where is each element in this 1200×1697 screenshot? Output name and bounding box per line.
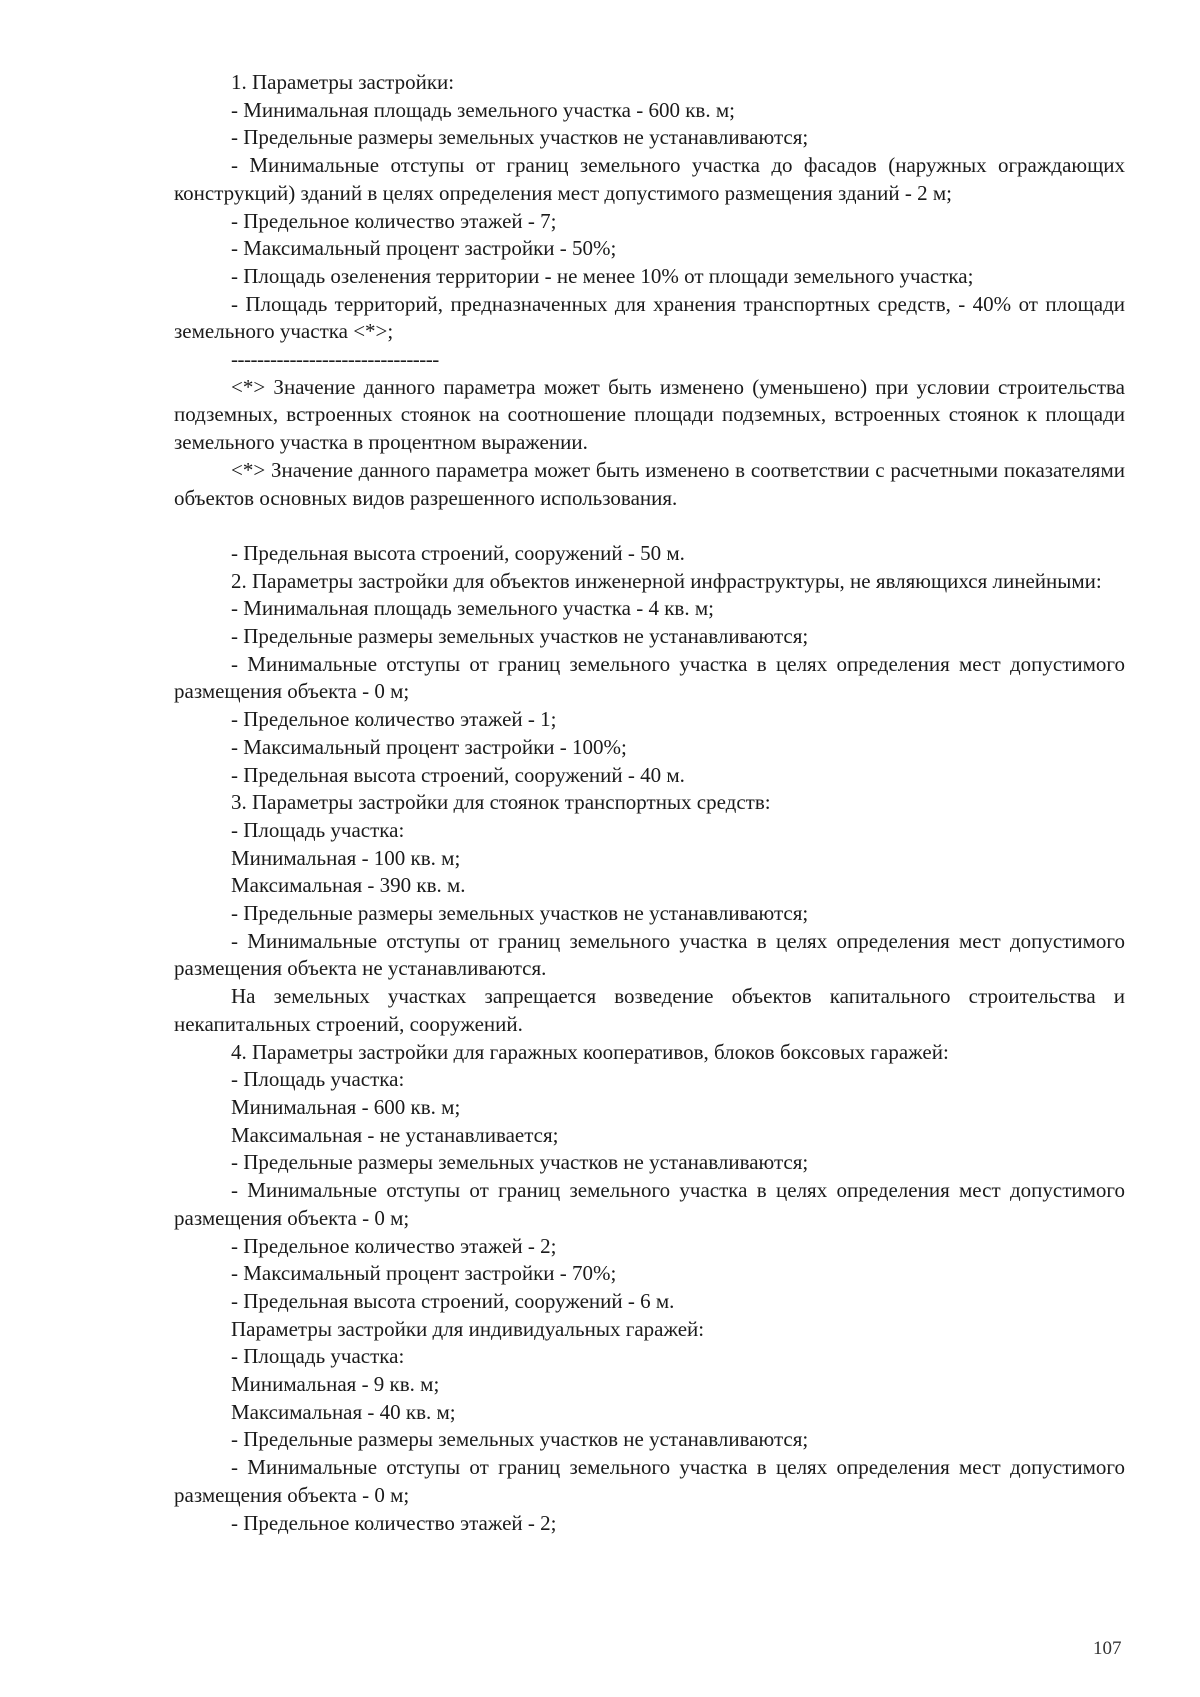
paragraph: - Предельная высота строений, сооружений - 50 м. [231,540,685,565]
paragraph: - Максимальный процент застройки - 50%; [231,236,617,261]
paragraph: - Предельное количество этажей - 2; [231,1233,557,1258]
paragraph: - Минимальные отступы от границ земельного участка в целях определения мест допустимого размещения объекта - 0 м; [174,1178,1125,1230]
paragraph: - Максимальный процент застройки - 70%; [231,1261,617,1286]
footnote: <*> Значение данного параметра может быть изменено (уменьшено) при условии строительства подземных, встроенных стоянок на соотношение площади подземных, встроенных стоянок к площади земельного участка в процентном выражении. [174,374,1125,455]
paragraph: Максимальная - 40 кв. м; [231,1399,456,1424]
paragraph: Максимальная - 390 кв. м. [231,873,466,898]
paragraph: - Максимальный процент застройки - 100%; [231,734,627,759]
paragraph: - Минимальные отступы от границ земельного участка в целях определения мест допустимого размещения объекта - 0 м; [174,651,1125,704]
page-number: 107 [1093,1638,1122,1659]
document-body [174,69,1125,1537]
paragraph: Параметры застройки для индивидуальных гаражей: [231,1316,705,1341]
paragraph: - Предельные размеры земельных участков не устанавливаются; [231,1150,809,1175]
paragraph: - Предельная высота строений, сооружений - 40 м. [231,762,685,787]
paragraph: Максимальная - не устанавливается; [231,1122,559,1147]
paragraph: - Предельная высота строений, сооружений - 6 м. [231,1288,675,1313]
paragraph: - Минимальные отступы от границ земельного участка в целях определения мест допустимого размещения объекта не устанавливаются. [174,928,1125,981]
paragraph: 2. Параметры застройки для объектов инженерной инфраструктуры, не являющихся линейными: [231,568,1102,593]
footnote-separator: -------------------------------- [231,347,439,372]
paragraph: Минимальная - 9 кв. м; [231,1372,440,1397]
paragraph: - Предельные размеры земельных участков не устанавливаются; [231,1427,809,1452]
paragraph: - Минимальная площадь земельного участка - 4 кв. м; [231,596,714,621]
paragraph: - Предельные размеры земельных участков не устанавливаются; [231,901,809,926]
paragraph: - Площадь участка: [231,1344,405,1369]
paragraph: 1. Параметры застройки: [231,70,455,94]
paragraph: Минимальная - 600 кв. м; [231,1095,461,1119]
blank-line [174,512,1125,540]
paragraph: 4. Параметры застройки для гаражных кооперативов, блоков боксовых гаражей: [231,1039,949,1064]
paragraph: На земельных участках запрещается возведение объектов капитального строительства и некапитальных строений, сооружений. [174,984,1125,1036]
footnote: <*> Значение данного параметра может быть изменено в соответствии с расчетными показателями объектов основных видов разрешенного использования. [174,457,1125,510]
paragraph: - Площадь участка: [231,817,405,842]
paragraph: - Площадь участка: [231,1067,405,1092]
paragraph: - Предельное количество этажей - 2; [231,1510,557,1535]
paragraph: 3. Параметры застройки для стоянок транспортных средств: [231,790,771,815]
paragraph: - Площадь озеленения территории - не менее 10% от площади земельного участка; [231,263,974,288]
paragraph: - Минимальные отступы от границ земельного участка до фасадов (наружных ограждающих конструкций) зданий в целях определения мест допустимого размещения зданий - 2 м; [174,153,1125,205]
paragraph: - Предельное количество этажей - 1; [231,707,557,732]
paragraph: - Минимальная площадь земельного участка - 600 кв. м; [231,97,735,122]
paragraph: - Минимальные отступы от границ земельного участка в целях определения мест допустимого размещения объекта - 0 м; [174,1455,1125,1507]
paragraph: - Предельное количество этажей - 7; [231,208,557,233]
paragraph: - Площадь территорий, предназначенных для хранения транспортных средств, - 40% от площади земельного участка <*>; [174,291,1125,344]
paragraph: Минимальная - 100 кв. м; [231,845,461,870]
paragraph: - Предельные размеры земельных участков не устанавливаются; [231,125,809,150]
paragraph: - Предельные размеры земельных участков не устанавливаются; [231,624,809,649]
